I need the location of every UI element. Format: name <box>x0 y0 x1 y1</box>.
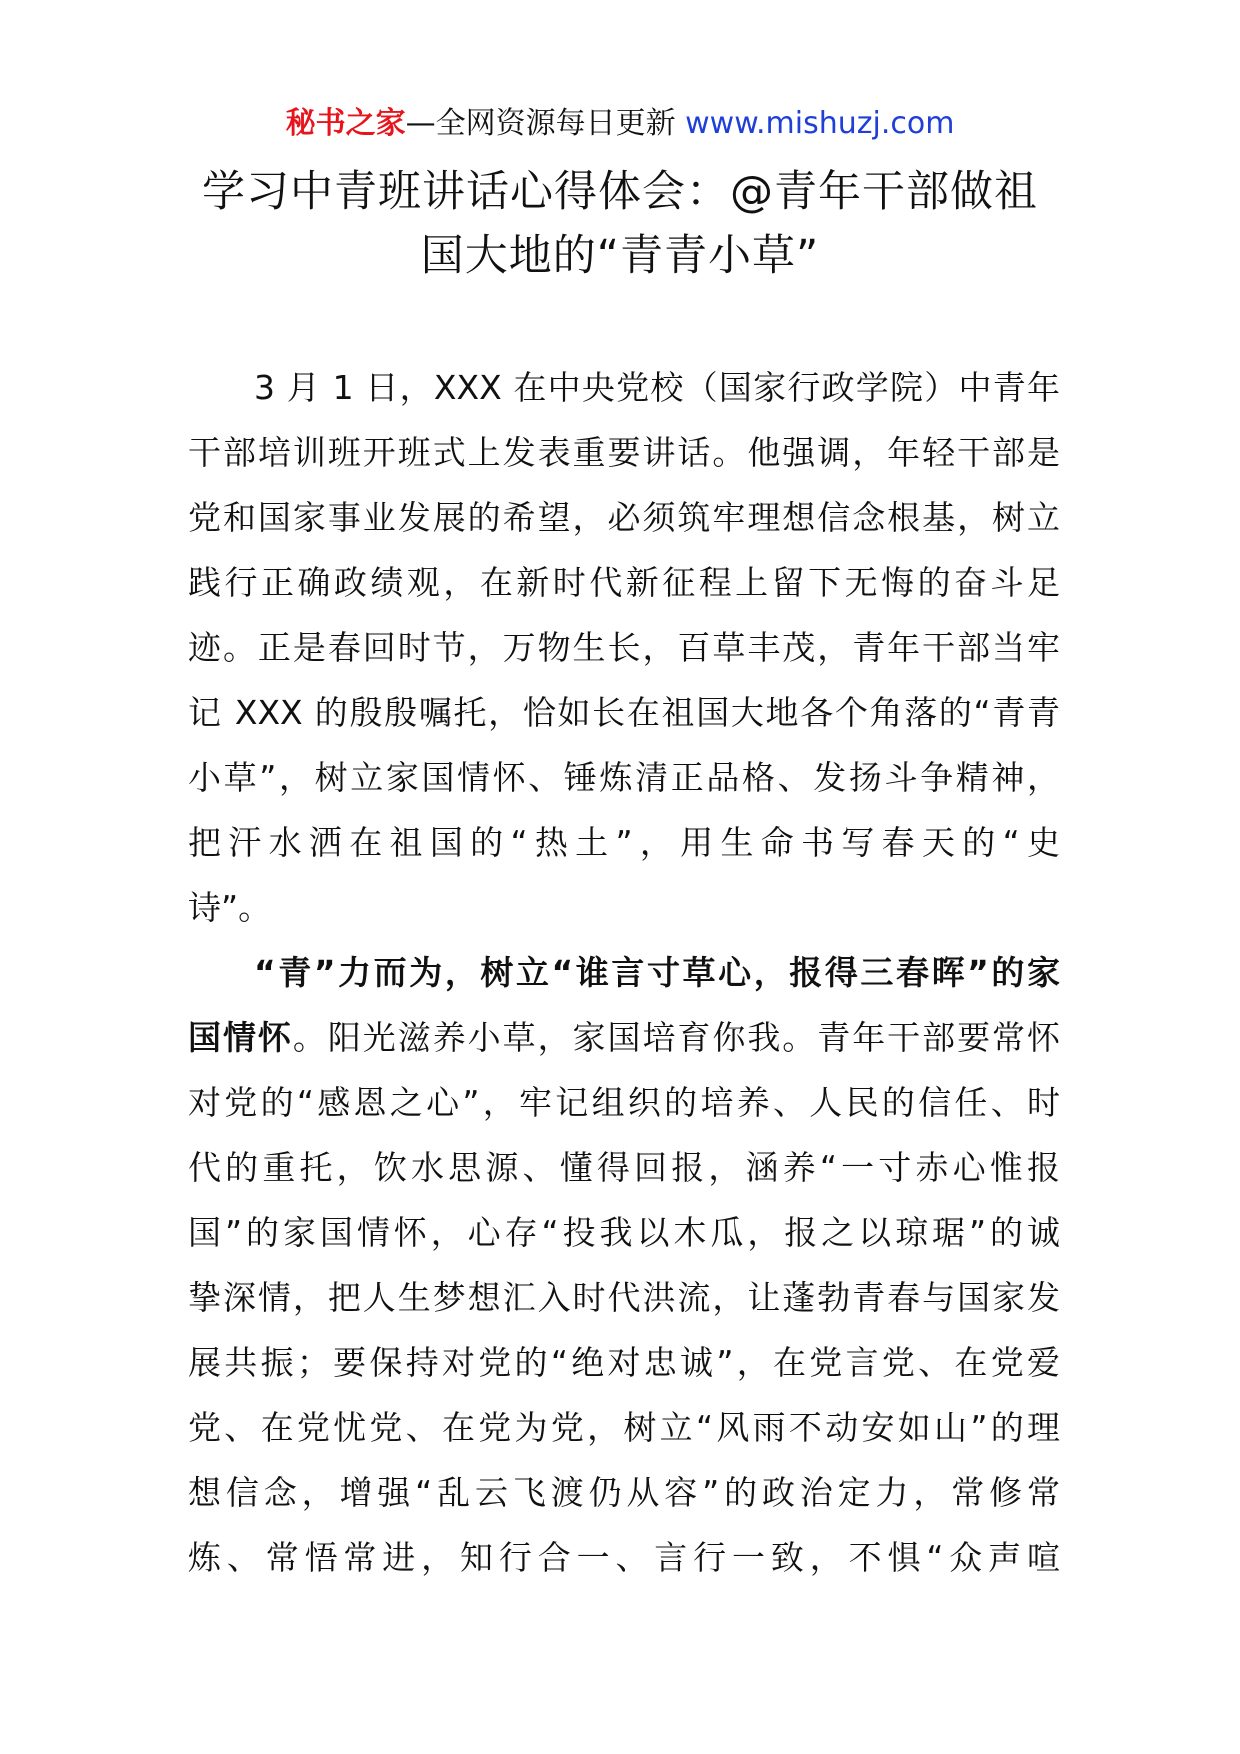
paragraph-line <box>188 940 1060 1005</box>
paragraph-line: 想信念，增强“乱云飞渡仍从容”的政治定力，常修常 <box>188 1473 1060 1512</box>
paragraph-1 <box>188 355 1060 940</box>
paragraph-line: 3 月 1 日，XXX 在中央党校（国家行政学院）中青年 <box>254 368 1060 407</box>
paragraph-line: 把汗水洒在祖国的“热土”，用生命书写春天的“史 <box>188 823 1060 862</box>
site-url-link[interactable]: www.mishuzj.com <box>685 106 955 141</box>
paragraph-line: 对党的“感恩之心”，牢记组织的培养、人民的信任、时 <box>188 1083 1060 1122</box>
title-line-2: 国大地的“青青小草” <box>420 231 820 281</box>
brand-name: 秘书之家 <box>285 106 406 141</box>
paragraph-line: 党和国家事业发展的希望，必须筑牢理想信念根基，树立 <box>188 498 1060 537</box>
paragraph-line: 践行正确政绩观，在新时代新征程上留下无悔的奋斗足 <box>188 563 1060 602</box>
paragraph-line: 党、在党忧党、在党为党，树立“风雨不动安如山”的理 <box>188 1408 1060 1447</box>
paragraph-line <box>188 1005 1060 1070</box>
document-body <box>188 355 1060 1590</box>
paragraph-line: 诗”。 <box>188 888 272 927</box>
watermark-header <box>0 104 1240 144</box>
paragraph-2-heading: “青”力而为，树立“谁言寸草心，报得三春晖”的家 <box>254 953 1060 992</box>
paragraph-line: 记 XXX 的殷殷嘱托，恰如长在祖国大地各个角落的“青青 <box>188 693 1060 732</box>
document-title <box>150 160 1090 288</box>
paragraph-line: 挚深情，把人生梦想汇入时代洪流，让蓬勃青春与国家发 <box>188 1278 1060 1317</box>
paragraph-2-line-2-text: 。阳光滋养小草，家国培育你我。青年干部要常怀 <box>292 1018 1060 1057</box>
paragraph-2 <box>188 940 1060 1590</box>
paragraph-line: 国”的家国情怀，心存“投我以木瓜，报之以琼琚”的诚 <box>188 1213 1060 1252</box>
paragraph-line: 迹。正是春回时节，万物生长，百草丰茂，青年干部当牢 <box>188 628 1060 667</box>
paragraph-2-heading-end: 国情怀 <box>188 1018 293 1057</box>
paragraph-line: 展共振；要保持对党的“绝对忠诚”，在党言党、在党爱 <box>188 1343 1060 1382</box>
paragraph-line: 干部培训班开班式上发表重要讲话。他强调，年轻干部是 <box>188 433 1060 472</box>
header-tagline: —全网资源每日更新 <box>405 106 686 141</box>
paragraph-line: 炼、常悟常进，知行合一、言行一致，不惧“众声喧 <box>188 1538 1060 1577</box>
title-line-1: 学习中青班讲话心得体会：@青年干部做祖 <box>202 167 1038 217</box>
paragraph-line: 代的重托，饮水思源、懂得回报，涵养“一寸赤心惟报 <box>188 1148 1060 1187</box>
paragraph-line: 小草”，树立家国情怀、锤炼清正品格、发扬斗争精神， <box>188 758 1060 797</box>
